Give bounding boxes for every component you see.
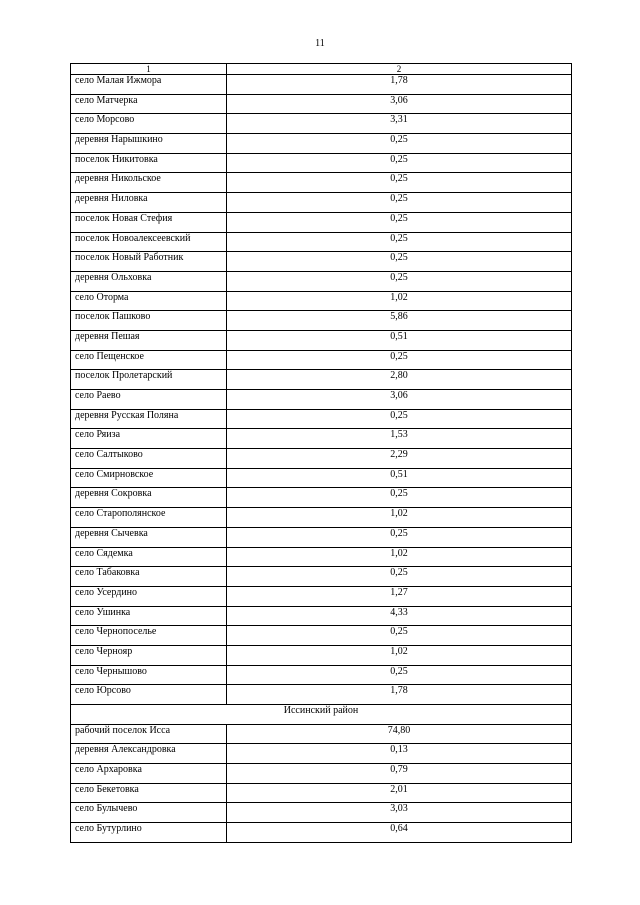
settlement-value: 0,25	[227, 193, 572, 213]
table-row	[71, 508, 572, 528]
table-row	[71, 685, 572, 705]
settlement-name: рабочий поселок Исса	[71, 724, 227, 744]
settlement-value: 0,25	[227, 252, 572, 272]
settlement-value: 2,80	[227, 370, 572, 390]
table-row	[71, 390, 572, 410]
settlement-name: деревня Александровка	[71, 744, 227, 764]
settlement-value: 1,78	[227, 75, 572, 95]
settlement-name: поселок Новоалексеевский	[71, 232, 227, 252]
table-row	[71, 409, 572, 429]
settlement-value: 0,25	[227, 409, 572, 429]
settlement-value: 1,53	[227, 429, 572, 449]
table-row	[71, 626, 572, 646]
settlement-name: деревня Русская Поляна	[71, 409, 227, 429]
column-header-2: 2	[227, 64, 572, 75]
settlement-name: поселок Новая Стефия	[71, 212, 227, 232]
settlement-value: 0,64	[227, 823, 572, 843]
settlement-value: 2,01	[227, 783, 572, 803]
table-row	[71, 330, 572, 350]
table-row	[71, 744, 572, 764]
settlement-name: деревня Никольское	[71, 173, 227, 193]
table-row	[71, 586, 572, 606]
settlement-value: 0,25	[227, 173, 572, 193]
settlement-name: село Чернышово	[71, 665, 227, 685]
settlement-value: 3,06	[227, 94, 572, 114]
settlement-value: 3,03	[227, 803, 572, 823]
table-row	[71, 232, 572, 252]
settlement-name: село Матчерка	[71, 94, 227, 114]
settlement-name: село Смирновское	[71, 468, 227, 488]
table-row	[71, 764, 572, 784]
settlement-value: 0,25	[227, 212, 572, 232]
settlement-name: село Бутурлино	[71, 823, 227, 843]
settlement-value: 3,06	[227, 390, 572, 410]
table-row	[71, 75, 572, 95]
settlement-value: 0,51	[227, 468, 572, 488]
settlement-name: село Сядемка	[71, 547, 227, 567]
settlement-value: 0,25	[227, 350, 572, 370]
table-row	[71, 94, 572, 114]
settlement-name: село Ряиза	[71, 429, 227, 449]
settlement-value: 0,25	[227, 134, 572, 154]
settlement-value: 0,25	[227, 626, 572, 646]
settlement-value: 3,31	[227, 114, 572, 134]
table-row	[71, 350, 572, 370]
table-row	[71, 252, 572, 272]
column-header-1: 1	[71, 64, 227, 75]
table-row	[71, 291, 572, 311]
table-row	[71, 212, 572, 232]
settlement-name: деревня Нарышкино	[71, 134, 227, 154]
settlement-name: село Салтыково	[71, 449, 227, 469]
table-row	[71, 173, 572, 193]
settlement-name: поселок Никитовка	[71, 153, 227, 173]
settlement-value: 1,02	[227, 508, 572, 528]
settlement-name: село Оторма	[71, 291, 227, 311]
settlement-name: деревня Сычевка	[71, 527, 227, 547]
settlement-value: 0,25	[227, 232, 572, 252]
page-number: 11	[315, 38, 325, 49]
data-table	[70, 63, 572, 843]
settlement-name: село Бекетовка	[71, 783, 227, 803]
table-row	[71, 547, 572, 567]
settlement-name: деревня Ольховка	[71, 271, 227, 291]
settlement-value: 1,02	[227, 645, 572, 665]
settlement-value: 0,25	[227, 488, 572, 508]
settlement-name: село Старополянское	[71, 508, 227, 528]
settlement-name: село Ушинка	[71, 606, 227, 626]
settlement-name: село Раево	[71, 390, 227, 410]
settlement-value: 74,80	[227, 724, 572, 744]
settlement-name: поселок Пролетарский	[71, 370, 227, 390]
table-header-row	[71, 64, 572, 75]
settlement-value: 2,29	[227, 449, 572, 469]
table-row	[71, 488, 572, 508]
table-body	[71, 64, 572, 843]
table-row	[71, 370, 572, 390]
table-row	[71, 114, 572, 134]
table-row	[71, 823, 572, 843]
settlement-value: 4,33	[227, 606, 572, 626]
table-row	[71, 645, 572, 665]
settlement-value: 0,25	[227, 527, 572, 547]
settlement-value: 0,13	[227, 744, 572, 764]
settlement-name: село Булычево	[71, 803, 227, 823]
table-row	[71, 153, 572, 173]
table-row	[71, 468, 572, 488]
settlement-name: село Чернопоселье	[71, 626, 227, 646]
settlement-value: 1,27	[227, 586, 572, 606]
settlement-name: поселок Пашково	[71, 311, 227, 331]
settlement-value: 0,79	[227, 764, 572, 784]
settlement-name: деревня Ниловка	[71, 193, 227, 213]
table-row	[71, 311, 572, 331]
settlement-value: 1,78	[227, 685, 572, 705]
settlement-value: 1,02	[227, 547, 572, 567]
settlement-name: село Архаровка	[71, 764, 227, 784]
table-row	[71, 803, 572, 823]
table-row	[71, 449, 572, 469]
settlement-name: село Малая Ижмора	[71, 75, 227, 95]
settlement-name: село Пещенское	[71, 350, 227, 370]
settlement-value: 5,86	[227, 311, 572, 331]
settlement-value: 0,25	[227, 665, 572, 685]
settlement-name: село Чернояр	[71, 645, 227, 665]
settlement-value: 0,25	[227, 567, 572, 587]
table-row	[71, 606, 572, 626]
settlement-name: село Юрсово	[71, 685, 227, 705]
settlement-name: село Табаковка	[71, 567, 227, 587]
table-row	[71, 527, 572, 547]
settlement-value: 1,02	[227, 291, 572, 311]
section-title: Иссинский район	[71, 705, 572, 725]
table-row	[71, 429, 572, 449]
table-row	[71, 134, 572, 154]
settlement-name: поселок Новый Работник	[71, 252, 227, 272]
table-row	[71, 567, 572, 587]
table-row	[71, 193, 572, 213]
settlement-name: деревня Сокровка	[71, 488, 227, 508]
settlement-value: 0,51	[227, 330, 572, 350]
settlement-value: 0,25	[227, 271, 572, 291]
settlement-name: село Морсово	[71, 114, 227, 134]
section-row	[71, 705, 572, 725]
table-row	[71, 783, 572, 803]
table-row	[71, 665, 572, 685]
table-row	[71, 271, 572, 291]
settlement-name: село Усердино	[71, 586, 227, 606]
table-row	[71, 724, 572, 744]
settlement-name: деревня Пешая	[71, 330, 227, 350]
settlement-value: 0,25	[227, 153, 572, 173]
